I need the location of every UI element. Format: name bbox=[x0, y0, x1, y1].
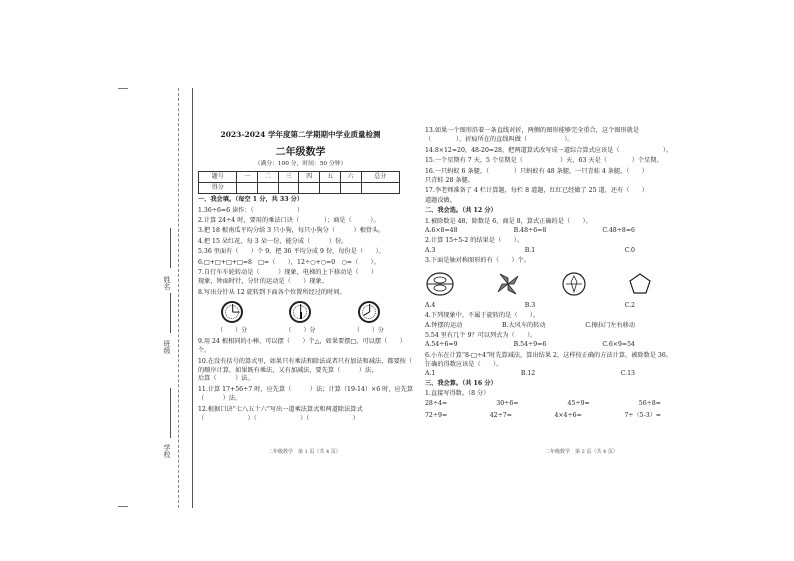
option-b[interactable]: B.3 bbox=[524, 301, 536, 309]
section-3-title: 三、我会算。（共 16 分） bbox=[425, 379, 497, 387]
option-c[interactable]: C.0 bbox=[624, 246, 635, 254]
calc-row-1 bbox=[425, 400, 665, 408]
question-7-cont: 现象，钟面时针，分针的运动是（ ）现象。 bbox=[198, 278, 328, 286]
page-right bbox=[425, 125, 673, 421]
score-row-label: 得分 bbox=[199, 183, 237, 194]
binding-strip bbox=[118, 88, 192, 508]
symmetry-figures bbox=[425, 268, 665, 300]
binding-mark bbox=[118, 88, 128, 89]
question-3: 3.把 18 根南瓜平均分给 3 只小狗，每只小狗分（ ）根骨头。 bbox=[198, 227, 385, 235]
score-header: 四 bbox=[299, 172, 320, 183]
score-cell[interactable] bbox=[361, 183, 399, 194]
clock-hand bbox=[300, 304, 301, 312]
clock-hand bbox=[233, 312, 240, 313]
name-field[interactable] bbox=[170, 228, 171, 268]
question-13-cont: （ ），折痕所在的直线叫做（ ）。 bbox=[425, 136, 574, 144]
question-11: 11.计算 17+56÷7 时，应先算（ ）法；计算（19-14）×6 时，应先算 bbox=[198, 385, 414, 393]
calc-item: 4×4÷6= bbox=[554, 412, 582, 420]
option-a[interactable]: A.4 bbox=[425, 301, 436, 309]
pentagon-figure-icon bbox=[627, 271, 653, 297]
seal-line bbox=[192, 88, 193, 508]
option-a[interactable]: A.6×8=48 bbox=[425, 227, 458, 235]
choice-5-options bbox=[425, 341, 665, 349]
option-b[interactable]: B.54÷9=6 bbox=[513, 341, 547, 349]
option-a[interactable]: A.1 bbox=[425, 369, 436, 377]
question-6: 6.□+□+□+□=8 □=（ ），12÷○+○=0 ○=（ ）。 bbox=[198, 258, 380, 266]
score-table-row bbox=[199, 183, 400, 194]
clock-face-1 bbox=[221, 301, 243, 323]
score-header: 总分 bbox=[361, 172, 399, 183]
question-17-cont: 道题没做。 bbox=[425, 196, 456, 204]
score-cell[interactable] bbox=[237, 183, 258, 194]
clock-hand bbox=[300, 312, 301, 319]
calc-item: 7÷（5-3）= bbox=[624, 412, 661, 420]
question-4: 4.把 15 朵红花，每 3 朵一份，能分成（ ）份。 bbox=[198, 237, 348, 245]
question-7: 7.自行车车轮转动是（ ）现象，电梯的上下移动是（ ） bbox=[198, 269, 378, 277]
choice-6-options bbox=[425, 370, 665, 378]
question-2: 2.计算 24÷4 时，要用的乘法口诀（ ）；商是（ ）。 bbox=[198, 217, 380, 225]
choice-6-cont: 正确的得数应该是（ ）。 bbox=[425, 361, 503, 369]
school-field[interactable] bbox=[170, 388, 171, 438]
choice-4: 4.下列现象中，不属于旋转的是（ ）。 bbox=[425, 312, 540, 320]
circle-figure-icon bbox=[560, 270, 588, 298]
option-b[interactable]: B.1 bbox=[524, 246, 536, 254]
clock-answer-blank[interactable]: （ ）分 bbox=[217, 327, 248, 335]
choice-3: 3.下面是轴对称图形的有（ ）个。 bbox=[425, 257, 530, 265]
question-12-cont: （ ）（ ）（ ） bbox=[198, 414, 359, 422]
calc-item: 42÷7= bbox=[489, 412, 512, 420]
choice-3-options bbox=[425, 302, 665, 310]
question-10-cont: 的顺序计算，如果既有乘法，又有加减法，要先算（ ）法， bbox=[198, 366, 378, 374]
choice-5: 5.54 里有几个 9？可以列式为（ ）。 bbox=[425, 331, 537, 339]
choice-1: 1.被除数是 48，除数是 6，商是 8，算式正确的是（ ）。 bbox=[425, 217, 592, 225]
score-table-header-row bbox=[199, 172, 400, 183]
exam-title: 2023-2024 学年度第二学期期中学业质量检测 bbox=[220, 130, 381, 139]
question-1: 1.36÷6=6 读作：（ ） bbox=[198, 206, 304, 214]
page-footer-left: 二年级数学 第 1 页（共 4 页） bbox=[268, 449, 341, 455]
score-table bbox=[198, 171, 400, 194]
calc-item: 56÷8= bbox=[638, 399, 661, 407]
score-header: 三 bbox=[278, 172, 299, 183]
score-cell[interactable] bbox=[340, 183, 361, 194]
option-c[interactable]: C.擦拉门左右移动 bbox=[585, 321, 635, 329]
option-c[interactable]: C.13 bbox=[620, 369, 635, 377]
binding-label-name: 姓名 bbox=[163, 276, 171, 290]
class-field[interactable] bbox=[170, 293, 171, 333]
pinwheel-figure-icon bbox=[494, 270, 522, 298]
clock-answer-blank[interactable]: （ ）分 bbox=[353, 327, 384, 335]
exam-subject: 二年级数学 bbox=[275, 147, 326, 159]
binding-label-school: 学校 bbox=[163, 444, 171, 458]
choice-1-options bbox=[425, 227, 665, 235]
choice-2-options bbox=[425, 247, 665, 255]
calc-item: 72÷9= bbox=[425, 412, 448, 420]
cut-line bbox=[178, 88, 179, 508]
ellipse-figure-icon bbox=[425, 271, 455, 297]
score-cell[interactable] bbox=[299, 183, 320, 194]
question-9: 9.用 24 根相同的小棒，可以摆（ ）个△，如果要摆□，可以摆（ ） bbox=[198, 337, 406, 345]
clock-answer-row bbox=[198, 327, 403, 335]
option-a[interactable]: A.钟摆的运动 bbox=[425, 321, 463, 329]
clock-face-2 bbox=[289, 301, 311, 323]
score-header: 题号 bbox=[199, 172, 237, 183]
question-17: 17.李老师准备了 4 栏计算题，每栏 8 道题，红红已经做了 25 道，还有（ ） bbox=[425, 187, 649, 195]
choice-2: 2.计算 15÷5-2 的结果是（ ）。 bbox=[425, 237, 523, 245]
question-8: 8.写出分针从 12 旋转到下面各个位置所经过的时间。 bbox=[198, 288, 346, 296]
page-footer-right: 二年级数学 第 2 页（共 4 页） bbox=[545, 449, 618, 455]
option-b[interactable]: B.48÷6=8 bbox=[513, 227, 547, 235]
question-15: 15.一个星期有 7 天，5 个星期是（ ）天，63 天是（ ）个星期。 bbox=[425, 157, 663, 165]
clock-row bbox=[198, 299, 403, 325]
clock-hand bbox=[363, 312, 370, 317]
score-header: 五 bbox=[320, 172, 341, 183]
score-cell[interactable] bbox=[320, 183, 341, 194]
question-14: 14.8×12=20，48-20=28，把两道算式改写成一道综合算式应该是（ ）。 bbox=[425, 146, 673, 154]
choice-4-options bbox=[425, 322, 665, 330]
calc-item: 28÷4= bbox=[425, 399, 448, 407]
score-header: 二 bbox=[258, 172, 279, 183]
question-11-cont: （ ）法。 bbox=[198, 395, 242, 403]
question-16-cont: 只青蛙 28 条腿。 bbox=[425, 177, 474, 185]
question-5: 5.36 里面有（ ）个 9，把 36 平均分成 9 份，每份是（ ）。 bbox=[198, 248, 385, 256]
clock-face-3 bbox=[358, 301, 380, 323]
exam-meta: （满分：100 分，时间：50 分钟） bbox=[254, 160, 347, 167]
question-9-cont: 个。 bbox=[198, 347, 211, 355]
binding-label-class: 班级 bbox=[163, 340, 171, 354]
option-a[interactable]: A.3 bbox=[425, 246, 436, 254]
option-b[interactable]: B.大风车的转动 bbox=[501, 321, 546, 329]
binding-mark bbox=[118, 506, 128, 507]
option-c[interactable]: C.6×9=54 bbox=[602, 341, 635, 349]
score-cell[interactable] bbox=[278, 183, 299, 194]
section-2-title: 二、我会选。（共 12 分） bbox=[425, 207, 497, 215]
score-header: 六 bbox=[340, 172, 361, 183]
option-a[interactable]: A.54÷6=9 bbox=[425, 341, 458, 349]
question-16: 16.一只蚂蚁 6 条腿，（ ）只蚂蚁有 48 条腿，一只青蛙 4 条腿，（ ） bbox=[425, 167, 648, 175]
calc-item: 30÷6= bbox=[496, 399, 519, 407]
option-c[interactable]: C.2 bbox=[624, 301, 635, 309]
score-cell[interactable] bbox=[258, 183, 279, 194]
option-b[interactable]: B.12 bbox=[520, 369, 536, 377]
score-header: 一 bbox=[237, 172, 258, 183]
question-13: 13.如果一个图形沿着一条直线对折，两侧的图形能够完全重合，这个图形就是 bbox=[425, 127, 640, 134]
option-c[interactable]: C.48÷8=6 bbox=[602, 227, 635, 235]
section-1-title: 一、我会填。（每空 1 分，共 33 分） bbox=[198, 196, 304, 204]
question-10: 10.在没有括号的算式里，如果只有乘法和除法或者只有加法和减法，都要按（ ） bbox=[198, 357, 431, 365]
choice-6: 6.小东在计算“8-□÷4”时先算减法，算出结果 2，这样按正确的方法计算，被除数是 36。 bbox=[425, 351, 672, 359]
calc-row-2 bbox=[425, 412, 665, 420]
question-12: 12.根据口诀“七八五十六”写出一道乘法算式和两道除法算式 bbox=[198, 405, 363, 413]
clock-answer-blank[interactable]: （ ）分 bbox=[285, 327, 316, 335]
calc-instruction: 1.直接写得数。（8 分） bbox=[425, 390, 490, 398]
question-10-cont: 后算（ ）法。 bbox=[198, 375, 254, 383]
calc-item: 45÷9= bbox=[567, 399, 590, 407]
